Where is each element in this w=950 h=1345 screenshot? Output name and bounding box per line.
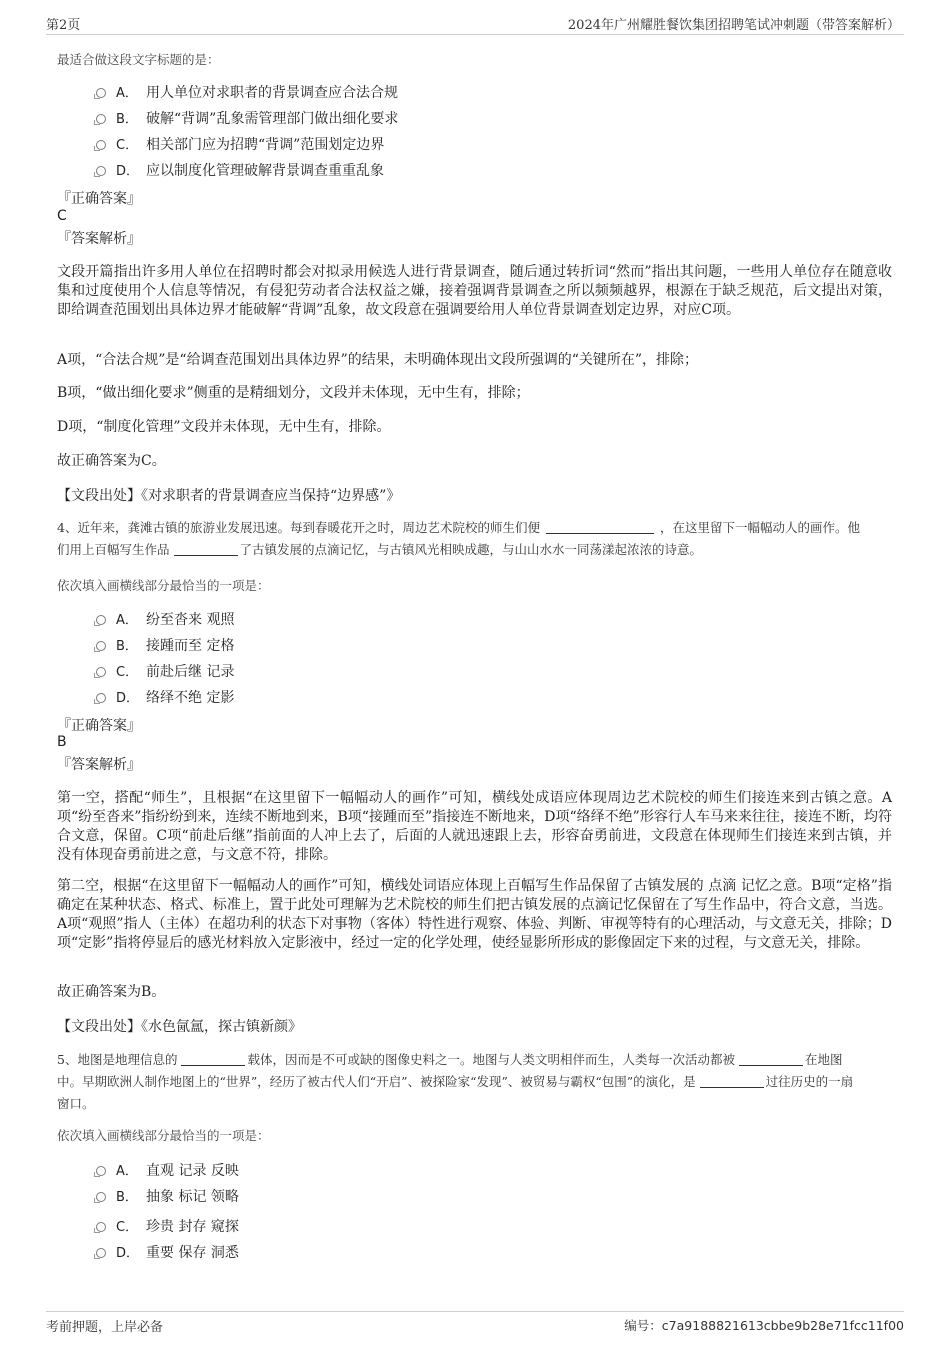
q4-analysis-para-1: 第一空，搭配“师生”，且根据“在这里留下一幅幅动人的画作”可知，横线处成语应体现周边艺术院校的师生们接连来到古镇之意。A项“纷至沓来”指纷纷到来，连续不断地到来，B项“接踵而至”指接连不断地来，D项“络绎不绝”形容行人车马来来往往，接连不断，均符合文意，保留。C项“前赴后继”指前面的人冲上去了，后面的人就迅速跟上去，形容奋勇前进，文段意在体现师生们接连来到古镇，并没有体现奋勇前进之意，与文意不符，排除。 [57, 790, 892, 863]
q3-analysis-label: 『答案解析』 [57, 231, 141, 247]
page-footer [46, 1311, 904, 1335]
q4-option-b[interactable]: B． 接踵而至 定格 [96, 635, 234, 655]
q3-option-c[interactable]: C． 相关部门应为招聘“背调”范围划定边界 [96, 134, 384, 154]
q3-option-b[interactable]: B． 破解“背调”乱象需管理部门做出细化要求 [96, 108, 398, 128]
q5-blank-2 [739, 1053, 803, 1066]
radio-icon [96, 1222, 106, 1232]
radio-icon [96, 615, 106, 625]
q4-option-c[interactable]: C． 前赴后继 记录 [96, 661, 234, 681]
document-code: 编号：c7a9188821613cbbe9b28e71fcc11f00 [624, 1318, 904, 1333]
q4-stem: 4、近年来，龚滩古镇的旅游业发展迅速。每到春暖花开之时，周边艺术院校的师生们便 ，在这里留下一幅幅动人的画作。他 们用上百幅写生作品 了古镇发展的点滴记忆，与古镇风光相映成趣，与山山水水一同荡漾起浓浓的诗意。 [57, 520, 860, 557]
q5-option-b[interactable]: B． 抽象 标记 领略 [96, 1186, 239, 1206]
q4-source: 【文段出处】《水色氤氲，探古镇新颜》 [57, 1019, 302, 1035]
radio-icon [96, 140, 106, 150]
radio-icon [96, 166, 106, 176]
q4-analysis-para-2: 第二空，根据“在这里留下一幅幅动人的画作”可知，横线处词语应体现上百幅写生作品保留了古镇发展的 点滴 记忆之意。B项“定格”指确定在某种状态、格式、标准上，置于此处可理解为艺术院校的师生们把古镇发展的点滴记忆保留在了写生作品中，符合文意，当选。A项“观照”指人（主体）在超功利的状态下对事物（客体）特性进行观察、体验、判断、审视等特有的心理活动，与文意无关，排除；D项“定影”指将停显后的感光材料放入定影液中，经过一定的化学处理，使经显影所形成的影像固定下来的过程，与文意无关，排除。 [57, 878, 892, 951]
document-title: 2024年广州耀胜餐饮集团招聘笔试冲刺题（带答案解析） [567, 18, 900, 33]
q4-blank-1 [546, 521, 654, 534]
q3-prompt: 最适合做这段文字标题的是： [57, 52, 220, 67]
q4-option-d[interactable]: D． 络绎不绝 定影 [96, 687, 234, 707]
q4-analysis-para-3: 故正确答案为B。 [57, 984, 166, 1000]
radio-icon [96, 88, 106, 98]
footer-slogan: 考前押题，上岸必备 [46, 1320, 164, 1335]
q5-option-c[interactable]: C． 珍贵 封存 窥探 [96, 1216, 239, 1236]
q4-blank-2 [174, 543, 238, 556]
q4-option-a[interactable]: A． 纷至沓来 观照 [96, 609, 234, 629]
q4-answer: B [57, 734, 67, 750]
radio-icon [96, 1248, 106, 1258]
radio-icon [96, 1166, 106, 1176]
q5-option-d[interactable]: D． 重要 保存 洞悉 [96, 1242, 239, 1262]
q3-answer: C [57, 208, 67, 224]
q3-analysis-para-1: 文段开篇指出许多用人单位在招聘时都会对拟录用候选人进行背景调查，随后通过转折词“然而”指出其问题，一些用人单位存在随意收集和过度使用个人信息等情况，有侵犯劳动者合法权益之嫌，接着强调背景调查之所以频频越界，根源在于缺乏规范，后文提出对策，即给调查范围划出具体边界才能破解“背调”乱象，故文段意在强调要给用人单位背景调查划定边界，对应C项。 [57, 264, 892, 318]
q3-option-a[interactable]: A． 用人单位对求职者的背景调查应合法合规 [96, 82, 398, 102]
radio-icon [96, 693, 106, 703]
q3-analysis-para-3: B项，“做出细化要求”侧重的是精细划分，文段并未体现，无中生有，排除； [57, 385, 530, 401]
q5-prompt: 依次填入画横线部分最恰当的一项是： [57, 1128, 270, 1143]
q3-answer-label: 『正确答案』 [57, 191, 141, 207]
q3-source: 【文段出处】《对求职者的背景调查应当保持“边界感”》 [57, 488, 401, 504]
radio-icon [96, 667, 106, 677]
q4-prompt: 依次填入画横线部分最恰当的一项是： [57, 578, 270, 593]
q3-option-d[interactable]: D． 应以制度化管理破解背景调查重重乱象 [96, 160, 384, 180]
page-number: 第2页 [46, 18, 81, 33]
q4-analysis-label: 『答案解析』 [57, 757, 141, 773]
radio-icon [96, 114, 106, 124]
q5-stem: 5、地图是地理信息的 载体，因而是不可或缺的图像史料之一。地图与人类文明相伴而生，人类每一次活动都被 在地图 中。早期欧洲人制作地图上的“世界”，经历了被古代人们“开启”、被探险家“发现”、被贸易与霸权“包围”的演化，是 过往历史的一扇 窗口。 [57, 1052, 854, 1111]
radio-icon [96, 1192, 106, 1202]
q3-analysis-para-5: 故正确答案为C。 [57, 453, 166, 469]
q3-analysis-para-4: D项，“制度化管理”文段并未体现，无中生有，排除。 [57, 419, 391, 435]
q3-analysis-para-2: A项，“合法合规”是“给调查范围划出具体边界”的结果，未明确体现出文段所强调的“关键所在”，排除； [57, 352, 699, 368]
q5-blank-3 [700, 1075, 764, 1088]
q4-answer-label: 『正确答案』 [57, 718, 141, 734]
page-header [46, 14, 904, 35]
q5-blank-1 [181, 1053, 245, 1066]
q5-option-a[interactable]: A． 直观 记录 反映 [96, 1160, 239, 1180]
radio-icon [96, 641, 106, 651]
